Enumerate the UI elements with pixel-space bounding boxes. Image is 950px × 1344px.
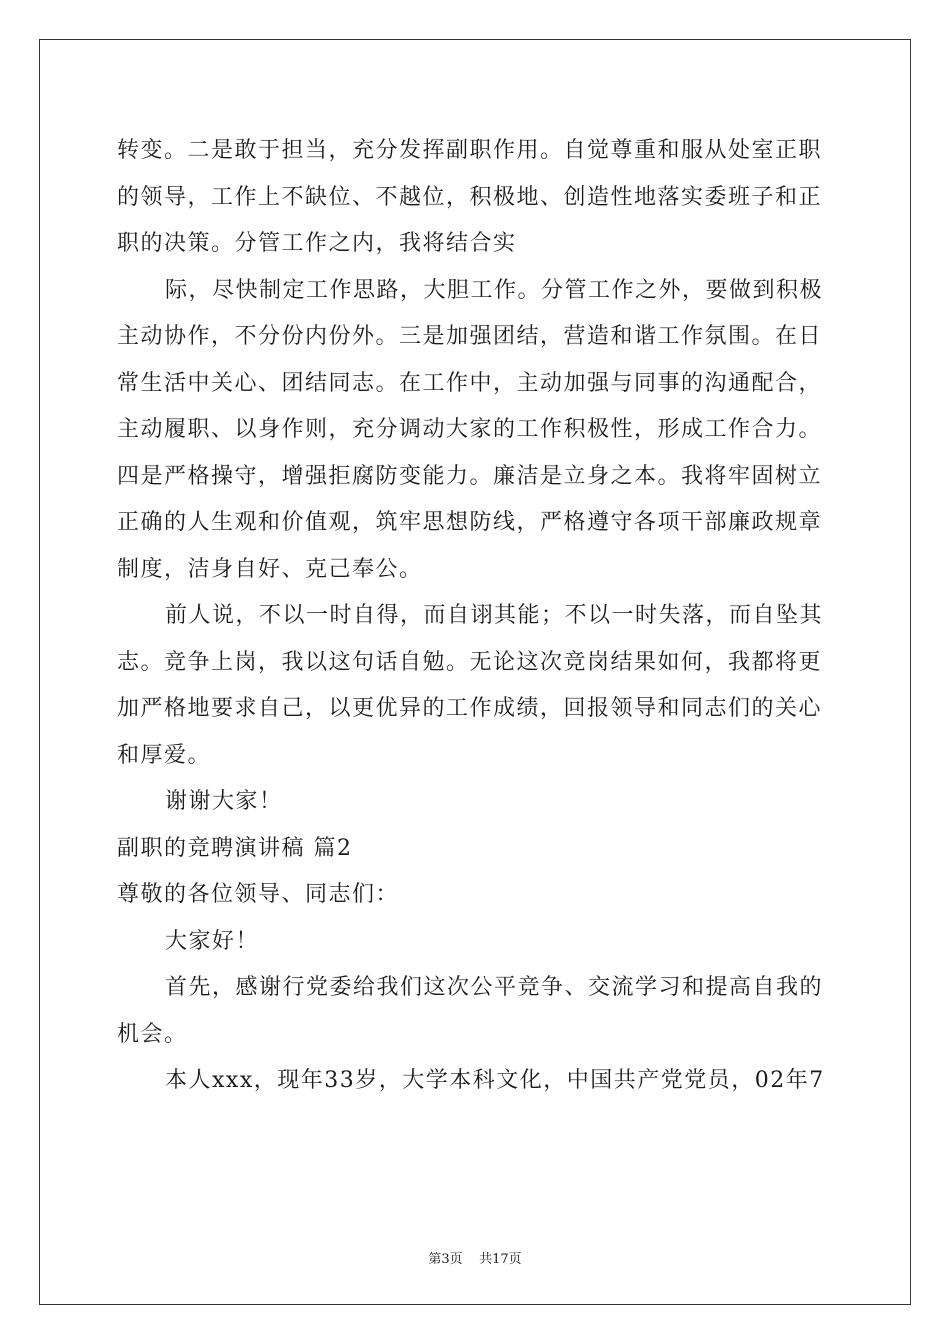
text-line: 大家好！ <box>165 928 260 954</box>
text-line: 本人xxx，现年33岁，大学本科文化，中国共产党党员，02年7 <box>165 1068 825 1093</box>
text-line: 尊敬的各位领导、同志们： <box>117 882 400 907</box>
text-line: 转变。二是敢于担当，充分发挥副职作用。自觉尊重和服从处室正职 <box>117 138 823 163</box>
page-footer <box>0 1248 950 1267</box>
text-line: 加严格地要求自己，以更优异的工作成绩，回报领导和同志们的关心 <box>117 696 823 721</box>
text-line: 和厚爱。 <box>117 742 212 768</box>
text-line: 前人说，不以一时自得，而自诩其能；不以一时失落，而自坠其 <box>165 603 824 628</box>
text-line: 职的决策。分管工作之内，我将结合实 <box>117 231 517 256</box>
text-line: 制度，洁身自好、克己奉公。 <box>117 556 423 582</box>
page-total: 共17页 <box>479 1252 522 1267</box>
page-number: 第3页 <box>428 1252 463 1267</box>
text-line: 谢谢大家！ <box>165 789 283 814</box>
text-line: 的领导，工作上不缺位、不越位，积极地、创造性地落实委班子和正 <box>117 184 823 210</box>
text-line: 副职的竞聘演讲稿 篇2 <box>117 835 353 861</box>
text-line: 机会。 <box>117 1021 188 1047</box>
document-body <box>117 128 833 1105</box>
text-line: 际，尽快制定工作思路，大胆工作。分管工作之外，要做到积极 <box>165 277 824 303</box>
text-line: 主动履职、以身作则，充分调动大家的工作积极性，形成工作合力。 <box>117 417 823 442</box>
text-line: 常生活中关心、团结同志。在工作中，主动加强与同事的沟通配合， <box>117 370 823 396</box>
footer-spacer <box>463 1252 480 1267</box>
text-line: 主动协作，不分份内份外。三是加强团结，营造和谐工作氛围。在日 <box>117 324 823 349</box>
text-line: 正确的人生观和价值观，筑牢思想防线，严格遵守各项干部廉政规章 <box>117 510 823 535</box>
text-line: 首先，感谢行党委给我们这次公平竞争、交流学习和提高自我的 <box>165 975 824 1000</box>
text-line: 志。竞争上岗，我以这句话自勉。无论这次竞岗结果如何，我都将更 <box>117 649 823 675</box>
text-line: 四是严格操守，增强拒腐防变能力。廉洁是立身之本。我将牢固树立 <box>117 463 823 489</box>
